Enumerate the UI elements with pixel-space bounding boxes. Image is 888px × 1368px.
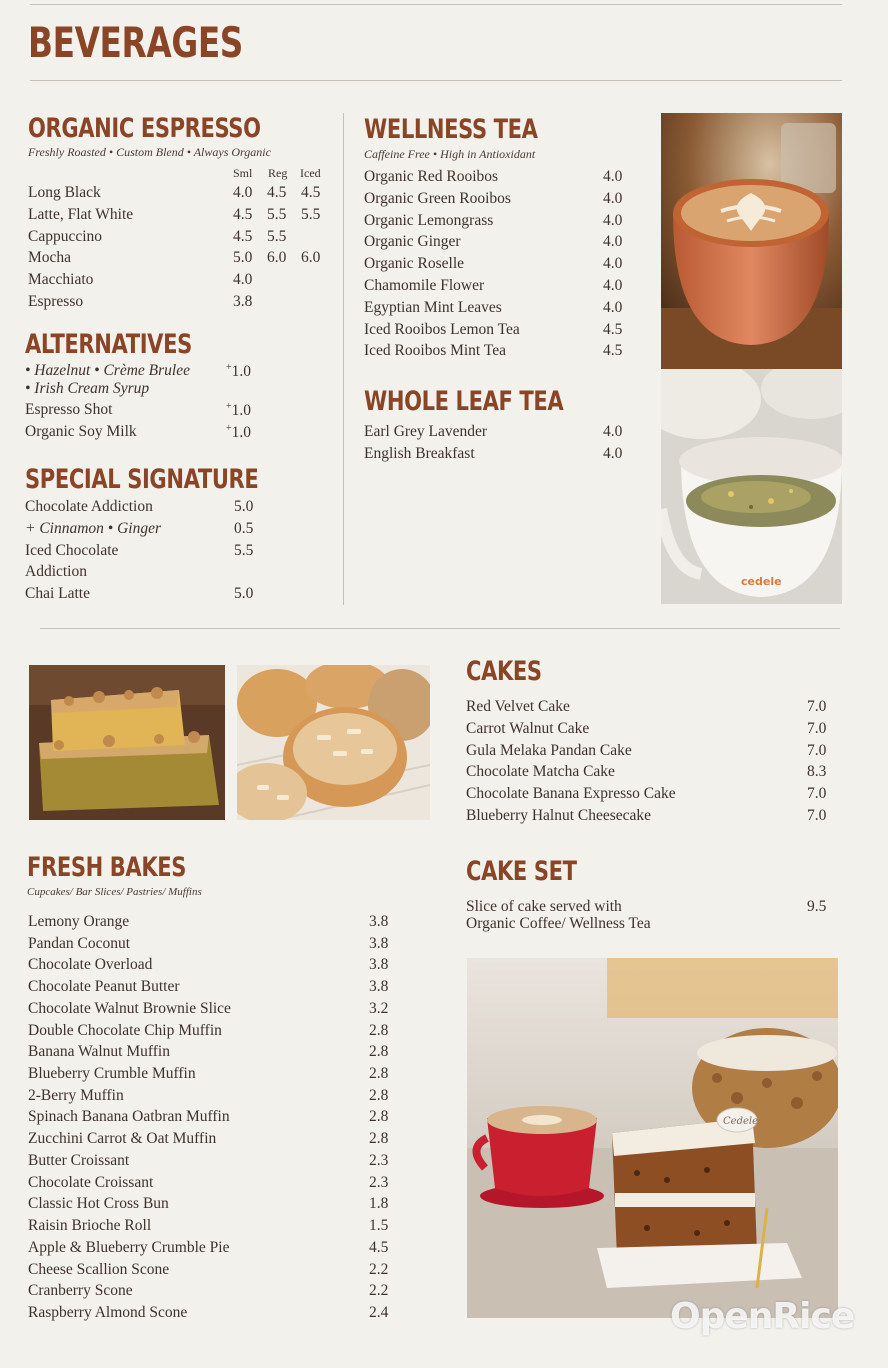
wellness-item-price: 4.5 [603,342,623,360]
fresh-bake-item-price: 3.8 [369,913,389,930]
special-item-name: Addiction [25,563,87,581]
alternatives-item-name: Organic Soy Milk [25,423,137,440]
special-item-price: 0.5 [234,519,254,537]
espresso-item-price: 4.5 [233,205,253,223]
espresso-item-price: 5.5 [267,205,287,223]
wellness-item-name: Organic Ginger [364,233,461,251]
top-rule [30,4,842,5]
fresh-bake-item-price: 2.8 [369,1065,389,1083]
special-heading: SPECIAL SIGNATURE [25,464,259,495]
whole-leaf-item-name: Earl Grey Lavender [364,423,488,440]
cake-item-name: Chocolate Matcha Cake [466,763,615,781]
espresso-item-price: 6.0 [267,249,287,267]
alternatives-item-name: Espresso Shot [25,401,113,418]
wellness-item-name: Iced Rooibos Mint Tea [364,342,506,360]
section-rule [40,628,840,629]
wellness-heading: WELLNESS TEA [364,114,538,145]
fresh-bake-item-name: Spinach Banana Oatbran Muffin [28,1108,230,1126]
alternatives-heading: ALTERNATIVES [25,329,192,360]
fresh-bake-item-name: 2-Berry Muffin [28,1086,124,1104]
wellness-item-price: 4.0 [603,255,623,273]
fresh-bake-item-name: Zucchini Carrot & Oat Muffin [28,1130,217,1148]
cake-item-name: Chocolate Banana Expresso Cake [466,785,676,803]
espresso-item-price: 5.5 [267,227,287,245]
cake-item-price: 7.0 [807,719,827,737]
fresh-bake-item-price: 3.8 [369,978,389,996]
whole-leaf-heading: WHOLE LEAF TEA [364,386,564,417]
cake-item-price: 7.0 [807,785,827,803]
wellness-item-price: 4.0 [603,277,623,294]
fresh-bake-item-price: 3.2 [369,999,389,1017]
fresh-bake-item-name: Banana Walnut Muffin [28,1043,170,1061]
cake-set-line-2: Organic Coffee/ Wellness Tea [466,915,651,932]
cake-set-price: 9.5 [807,898,827,915]
fresh-bake-item-price: 2.3 [369,1173,389,1191]
cake-item-name: Carrot Walnut Cake [466,719,590,737]
plus-sign: + [226,401,232,412]
fresh-bake-item-price: 2.8 [369,1130,389,1148]
carrot-cake-photo [467,958,838,1318]
fresh-bake-item-name: Classic Hot Cross Bun [28,1195,169,1213]
espresso-heading: ORGANIC ESPRESSO [28,113,261,144]
wellness-item-name: Chamomile Flower [364,277,485,294]
syrup-line-2: • Irish Cream Syrup [25,380,150,397]
size-header-sml: Sml [233,166,253,180]
fresh-bake-item-price: 2.8 [369,1043,389,1061]
fresh-bake-item-name: Lemony Orange [28,913,130,930]
espresso-item-price: 4.0 [233,271,253,289]
fresh-bake-item-price: 2.3 [369,1151,389,1169]
wellness-item-price: 4.5 [603,320,623,338]
cake-item-name: Gula Melaka Pandan Cake [466,741,632,759]
size-header-reg: Reg [268,166,288,180]
espresso-item-price: 6.0 [301,249,321,267]
fresh-bake-item-price: 2.2 [369,1260,389,1278]
tea-photo [661,369,842,604]
fresh-bake-item-price: 2.4 [369,1303,389,1321]
wellness-item-name: Organic Green Rooibos [364,189,511,207]
fresh-bake-item-price: 2.8 [369,1086,389,1104]
fresh-bake-item-name: Pandan Coconut [28,934,131,952]
price-value: 1.0 [231,402,252,420]
fresh-bake-item-price: 4.5 [369,1238,389,1256]
wellness-item-price: 4.0 [603,211,623,229]
alternatives-item-price [226,401,251,420]
espresso-item-price: 4.5 [233,227,253,245]
fresh-bake-item-name: Chocolate Croissant [28,1173,154,1191]
whole-leaf-item-price: 4.0 [603,423,623,440]
fresh-bake-item-name: Raisin Brioche Roll [28,1217,152,1235]
wellness-item-name: Egyptian Mint Leaves [364,298,502,316]
syrup-line-1: • Hazelnut • Crème Brulee [25,362,190,379]
cup-brand-label: cedele [741,575,782,588]
fresh-bake-item-price: 2.8 [369,1021,389,1039]
price-value: 1.0 [231,424,252,442]
fresh-bake-item-name: Butter Croissant [28,1151,130,1169]
wellness-item-name: Organic Lemongrass [364,211,494,229]
fresh-bake-item-name: Apple & Blueberry Crumble Pie [28,1238,230,1256]
whole-leaf-item-name: English Breakfast [364,444,475,462]
fresh-bake-item-name: Cheese Scallion Scone [28,1260,170,1278]
special-item-name: Chai Latte [25,585,90,603]
cake-item-price: 7.0 [807,807,827,824]
espresso-item-price: 3.8 [233,293,253,310]
wellness-item-price: 4.0 [603,233,623,251]
special-item-name: Iced Chocolate [25,541,119,559]
special-item-price: 5.5 [234,541,254,559]
special-item-price: 5.0 [234,585,254,603]
fresh-bake-item-price: 3.8 [369,956,389,974]
cake-item-name: Blueberry Halnut Cheesecake [466,807,652,824]
special-item-name: Chocolate Addiction [25,498,153,515]
title-rule [30,80,842,81]
fresh-bake-item-price: 1.8 [369,1195,389,1213]
wellness-item-price: 4.0 [603,189,623,207]
whole-leaf-item-price: 4.0 [603,444,623,462]
fresh-bake-item-name: Cranberry Scone [28,1282,133,1300]
espresso-item-name: Mocha [28,249,72,267]
alternatives-item-price [226,362,251,381]
cake-item-price: 8.3 [807,763,827,781]
espresso-item-name: Espresso [28,293,84,310]
plus-sign: + [226,423,232,434]
espresso-item-price: 5.0 [233,249,253,267]
wellness-subtitle: Caffeine Free • High in Antioxidant [364,147,536,161]
fresh-bake-item-price: 2.8 [369,1108,389,1126]
alternatives-item-price [226,423,251,442]
cake-item-name: Red Velvet Cake [466,698,570,715]
cakes-heading: CAKES [466,656,542,687]
fresh-bake-item-name: Chocolate Peanut Butter [28,978,180,996]
espresso-item-name: Macchiato [28,271,94,289]
espresso-item-name: Long Black [28,184,101,201]
fresh-bake-item-name: Chocolate Overload [28,956,153,974]
wellness-item-name: Iced Rooibos Lemon Tea [364,320,520,338]
bar-slice-photo [29,665,225,820]
special-item-price: 5.0 [234,498,254,515]
fresh-bake-item-price: 1.5 [369,1217,389,1235]
fresh-bake-item-name: Raspberry Almond Scone [28,1303,188,1321]
espresso-item-price: 4.5 [267,184,287,201]
fresh-bake-item-name: Double Chocolate Chip Muffin [28,1021,222,1039]
fresh-bake-item-name: Blueberry Crumble Muffin [28,1065,196,1083]
fresh-bakes-subtitle: Cupcakes/ Bar Slices/ Pastries/ Muffins [27,886,202,898]
wellness-item-price: 4.0 [603,168,623,185]
wellness-item-price: 4.0 [603,298,623,316]
fresh-bake-item-price: 3.8 [369,934,389,952]
espresso-item-price: 4.0 [233,184,253,201]
cake-item-price: 7.0 [807,698,827,715]
price-value: 1.0 [231,363,252,381]
fresh-bake-item-price: 2.2 [369,1282,389,1300]
wellness-item-name: Organic Red Rooibos [364,168,499,185]
special-item-name: + Cinnamon • Ginger [25,519,162,537]
latte-photo [661,113,842,369]
cake-set-heading: CAKE SET [466,856,577,887]
cake-tag-label: Cedele [723,1116,759,1127]
espresso-item-name: Cappuccino [28,227,103,245]
page-title: BEVERAGES [28,18,244,67]
espresso-subtitle: Freshly Roasted • Custom Blend • Always Organic [28,145,271,159]
cake-set-line-1: Slice of cake served with [466,898,622,915]
size-header-iced: Iced [300,166,321,180]
fresh-bake-item-name: Chocolate Walnut Brownie Slice [28,999,231,1017]
column-divider [343,113,344,605]
cake-item-price: 7.0 [807,741,827,759]
openrice-watermark: OpenRice [670,1296,855,1337]
scones-photo [237,665,430,820]
espresso-item-price: 5.5 [301,205,321,223]
plus-sign: + [226,362,232,373]
wellness-item-name: Organic Roselle [364,255,465,273]
fresh-bakes-heading: FRESH BAKES [27,852,187,883]
espresso-item-price: 4.5 [301,184,321,201]
espresso-item-name: Latte, Flat White [28,205,134,223]
